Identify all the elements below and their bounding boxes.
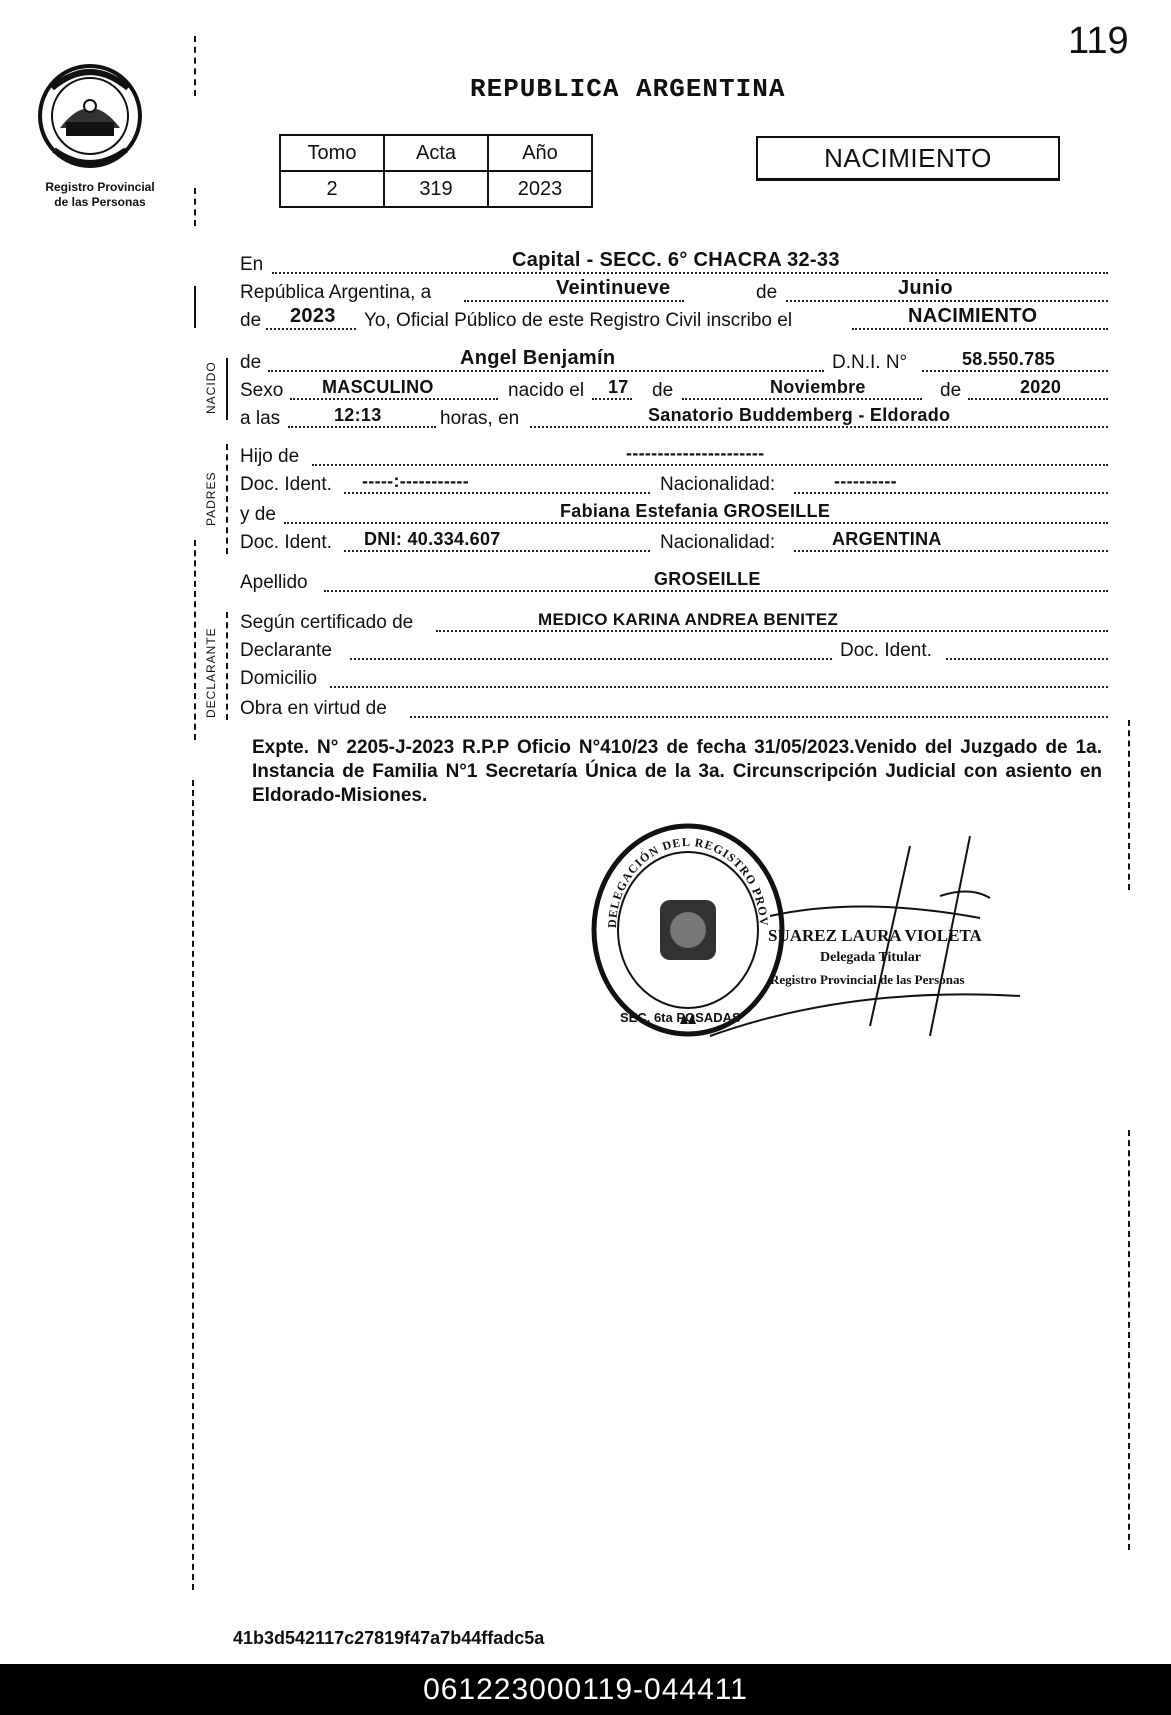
segun-label: Según certificado de: [240, 612, 414, 633]
surname-value: GROSEILLE: [654, 569, 761, 589]
de-label: de: [756, 282, 778, 303]
child-de-label: de: [240, 352, 262, 373]
document-hash: 41b3d542117c27819f47a7b44ffadc5a: [233, 1628, 545, 1648]
line-date: [240, 277, 1108, 306]
year-prefix: de: [240, 310, 262, 331]
line-certificate: [240, 610, 1108, 636]
nac2-label: Nacionalidad:: [660, 532, 776, 553]
margin-bar: [194, 188, 196, 226]
line-mother: [240, 502, 1108, 528]
mother-value: Fabiana Estefania GROSEILLE: [560, 501, 831, 521]
page-number: 119: [1068, 20, 1129, 62]
horas-label: horas, en: [440, 408, 520, 429]
day-value: Veintinueve: [556, 277, 671, 299]
father-nat-value: ----------: [834, 471, 897, 491]
value-anio: 2023: [488, 171, 592, 207]
header-acta: Acta: [384, 135, 488, 171]
margin-bar: [194, 36, 196, 96]
de3-label: de: [940, 380, 962, 401]
line-surname: [240, 570, 1108, 596]
nacido-label: nacido el: [508, 380, 585, 401]
mother-doc-value: DNI: 40.334.607: [364, 529, 501, 549]
logo-caption-line1: Registro Provincial: [45, 180, 155, 194]
stamp-ring-text: DELEGACIÓN DEL REGISTRO PROV: [604, 834, 772, 929]
dni-value: 58.550.785: [962, 349, 1056, 369]
annotation-note: Expte. N° 2205-J-2023 R.P.P Oficio N°410/23 de fecha 31/05/2023.Venido del Juzgado de 1a. Instancia de Familia N°1 Secretaría Única de la 3a. Circunscripción Judicial con asiento en Eldorado-Misiones.: [252, 737, 1102, 806]
record-type-box: NACIMIENTO: [756, 136, 1060, 181]
birth-day-value: 17: [608, 377, 629, 397]
official-text: Yo, Oficial Público de este Registro Civil inscribo el: [364, 310, 793, 331]
footer-code-bar: 061223000119-044411: [0, 1664, 1171, 1715]
signatory-role: Delegada Titular: [820, 950, 921, 965]
margin-bar: [194, 286, 196, 328]
act-value: NACIMIENTO: [908, 305, 1038, 327]
header-tomo: Tomo: [280, 135, 384, 171]
domicilio-label: Domicilio: [240, 668, 318, 689]
section-bar: [226, 612, 228, 720]
value-tomo: 2: [280, 171, 384, 207]
a-las-label: a las: [240, 408, 281, 429]
birth-month-value: Noviembre: [770, 377, 866, 397]
section-bar: [226, 358, 228, 420]
hijo-label: Hijo de: [240, 446, 300, 467]
child-name-value: Angel Benjamín: [460, 347, 616, 369]
line-father: [240, 444, 1108, 470]
side-label-declarante: DECLARANTE: [204, 627, 218, 718]
republica-label: República Argentina, a: [240, 282, 432, 303]
yde-label: y de: [240, 504, 276, 525]
mother-nat-value: ARGENTINA: [832, 529, 942, 549]
birth-year-value: 2020: [1020, 377, 1062, 397]
father-value: ----------------------: [626, 443, 765, 463]
sexo-value: MASCULINO: [322, 377, 434, 397]
year-value: 2023: [290, 305, 336, 327]
stamp-inner-text: SEC. 6ta POSADAS: [620, 1010, 741, 1025]
side-label-nacido: NACIDO: [204, 361, 218, 414]
dni-label: D.N.I. N°: [832, 352, 908, 373]
line-time: [240, 406, 1108, 432]
right-margin-bar: [1128, 1130, 1130, 1550]
declarante-label: Declarante: [240, 640, 332, 661]
apellido-label: Apellido: [240, 572, 308, 593]
line-place: [240, 249, 1108, 278]
en-label: En: [240, 254, 264, 275]
birth-time-value: 12:13: [334, 405, 382, 425]
certificate-value: MEDICO KARINA ANDREA BENITEZ: [538, 610, 839, 629]
misiones-seal-logo: [30, 58, 170, 181]
decl-doc-label: Doc. Ident.: [840, 640, 932, 661]
line-father-doc: [240, 472, 1108, 498]
father-doc-value: -----:-----------: [362, 471, 470, 491]
doc2-label: Doc. Ident.: [240, 532, 332, 553]
signatory-name: SUAREZ LAURA VIOLETA: [768, 926, 982, 945]
line-year: [240, 305, 1108, 334]
line-obra: [240, 696, 1108, 722]
registry-table: [279, 134, 593, 208]
line-child: [240, 347, 1108, 376]
line-declarante: [240, 638, 1108, 664]
sexo-label: Sexo: [240, 380, 284, 401]
nac1-label: Nacionalidad:: [660, 474, 776, 495]
value-acta: 319: [384, 171, 488, 207]
signatory-org: Registro Provincial de las Personas: [770, 972, 965, 987]
section-bar: [226, 444, 228, 554]
month-value: Junio: [898, 277, 953, 299]
margin-bar: [192, 780, 194, 1590]
header-anio: Año: [488, 135, 592, 171]
side-label-padres: PADRES: [204, 471, 218, 526]
place-value: Capital - SECC. 6° CHACRA 32-33: [512, 249, 840, 271]
birth-place-value: Sanatorio Buddemberg - Eldorado: [648, 405, 951, 425]
margin-bar: [194, 540, 196, 740]
document-title: REPUBLICA ARGENTINA: [470, 74, 786, 104]
de2-label: de: [652, 380, 674, 401]
logo-caption-line2: de las Personas: [54, 195, 146, 209]
doc1-label: Doc. Ident.: [240, 474, 332, 495]
line-sex: [240, 378, 1108, 404]
line-mother-doc: [240, 530, 1108, 556]
logo-caption: [20, 180, 180, 210]
obra-label: Obra en virtud de: [240, 698, 387, 719]
right-margin-bar: [1128, 720, 1130, 890]
line-domicilio: [240, 666, 1108, 692]
